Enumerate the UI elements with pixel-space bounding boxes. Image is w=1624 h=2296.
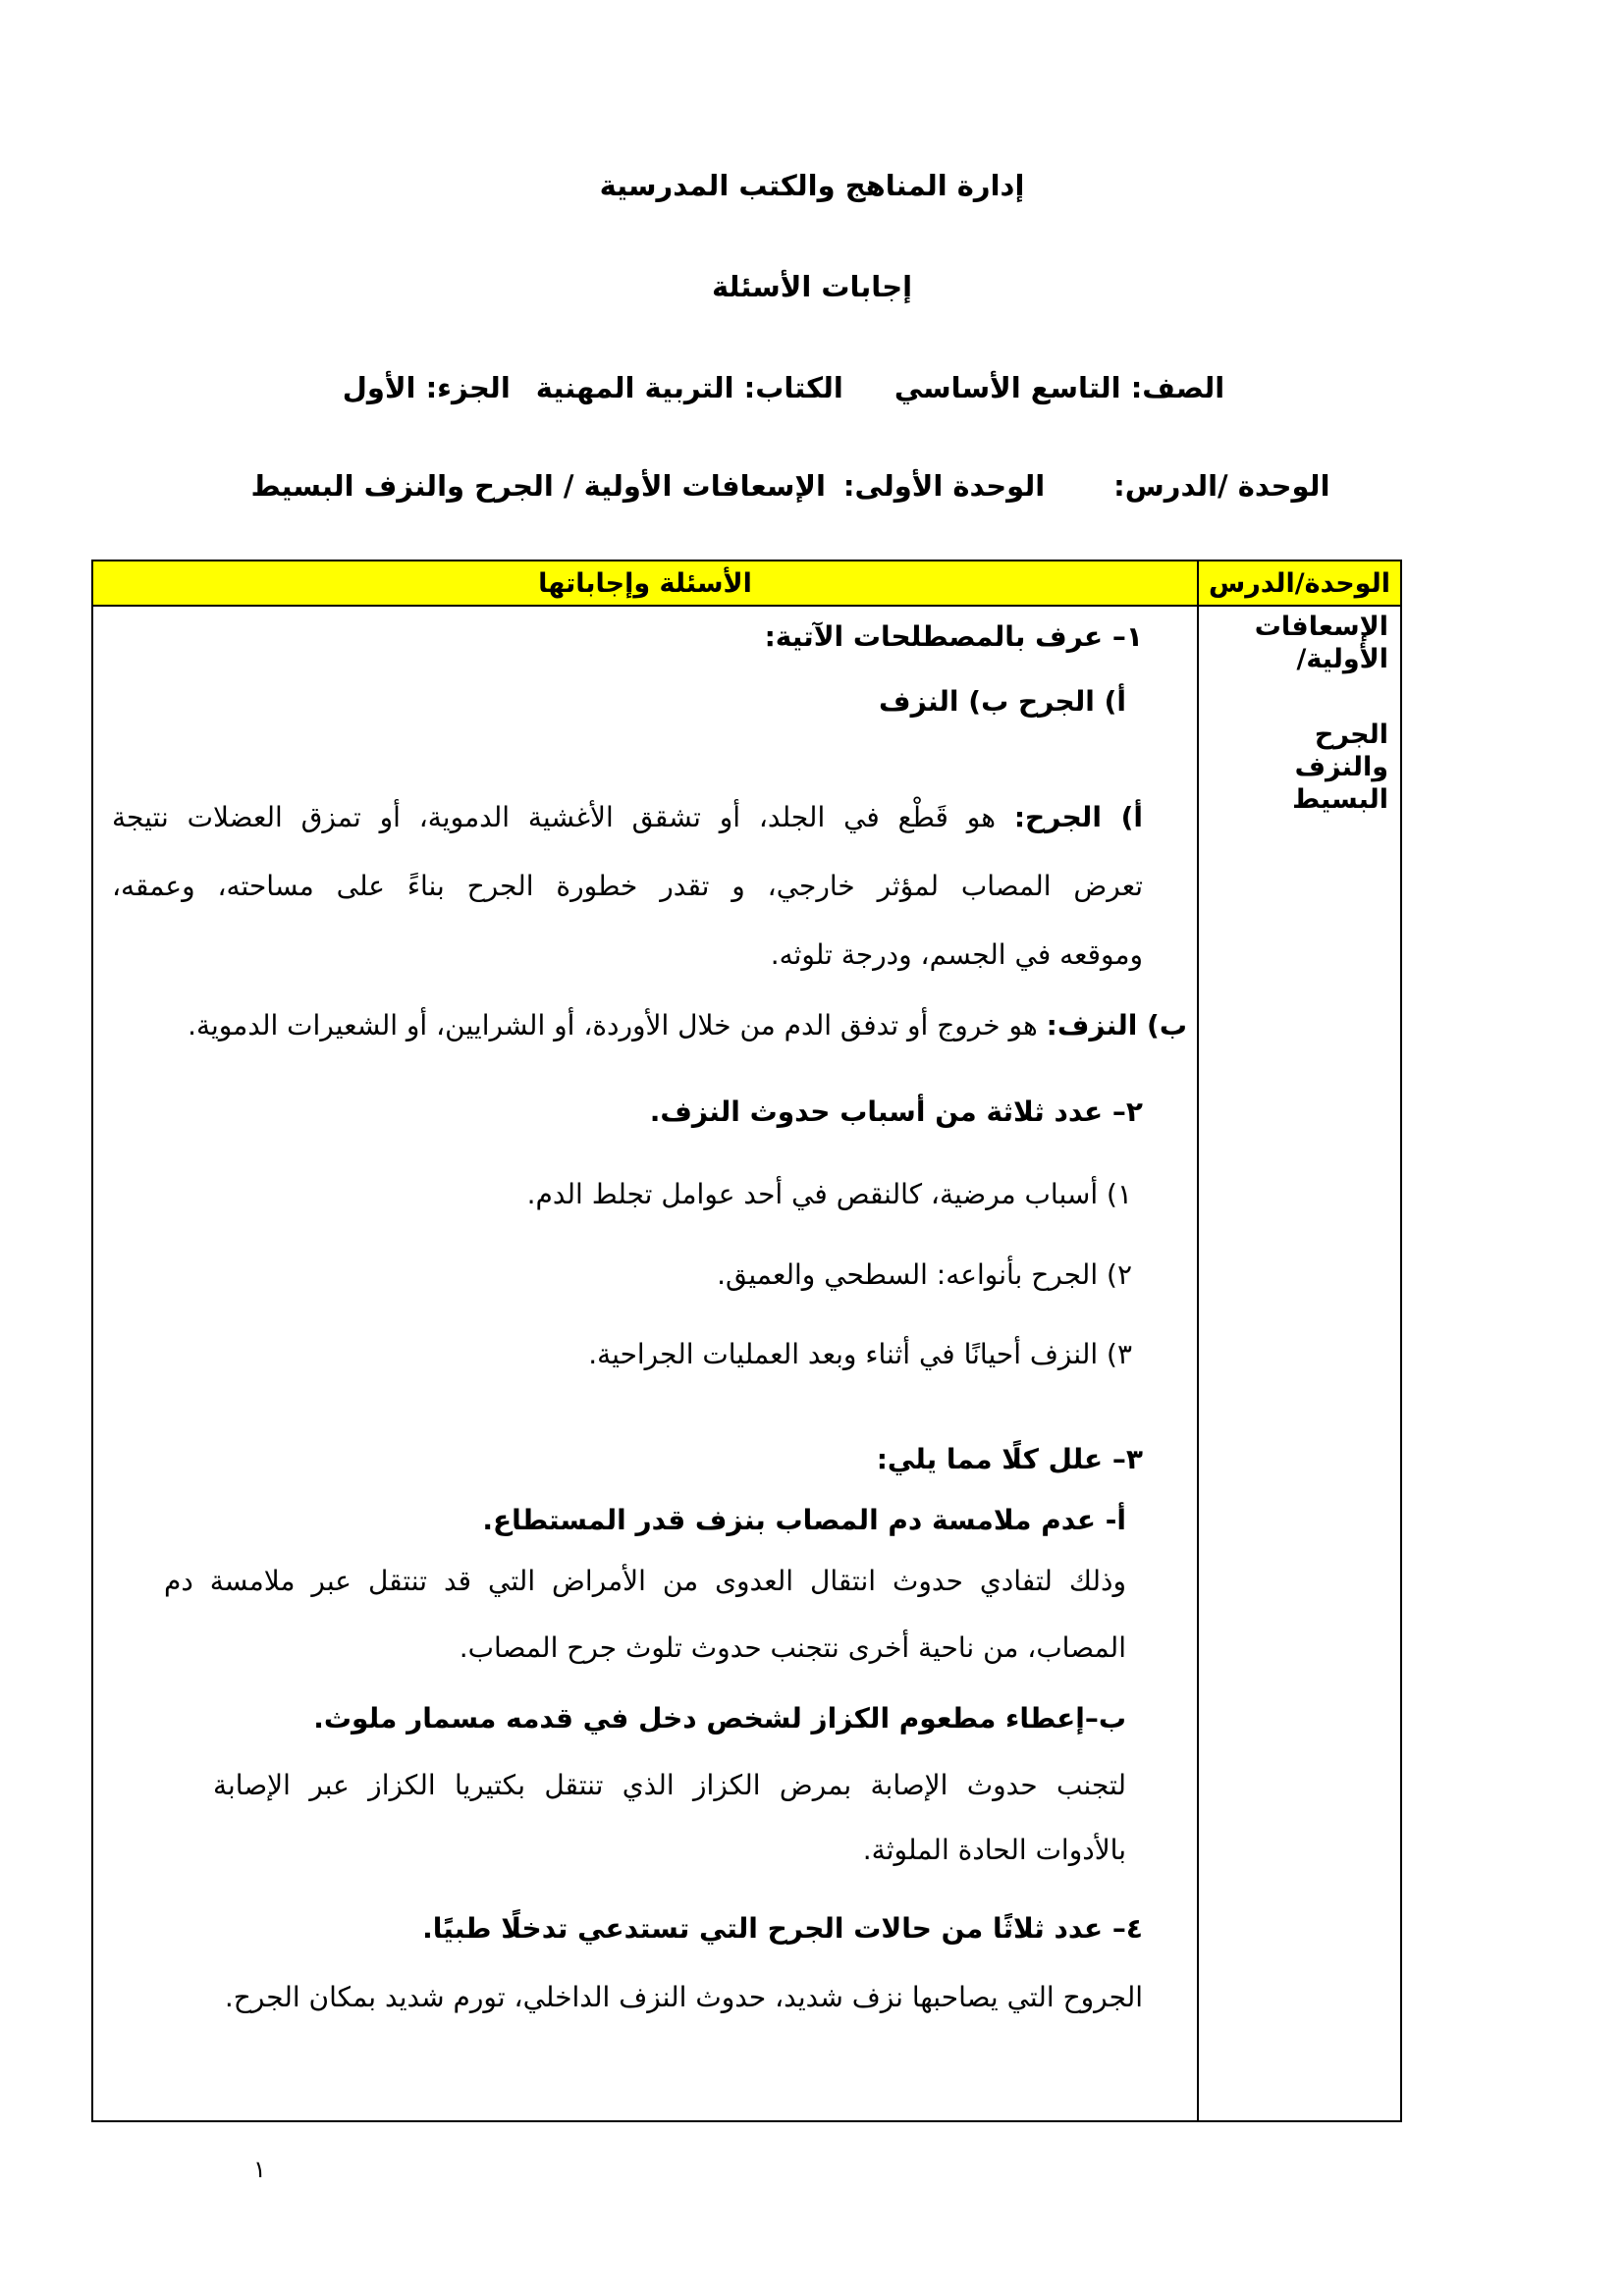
answer-1b-label: ب) النزف: [1046,1009,1187,1041]
table-header-row [92,561,1401,606]
answer-3b-line: لتجنب حدوث الإصابة بمرض الكزاز الذي تنتقل بكتيريا الكزاز عبر الإصابة [213,1769,1126,1801]
unit-lesson-label: الوحدة /الدرس: [1113,469,1330,503]
unit-cell-line: الأولية/ [1296,644,1388,674]
list-item: ١) أسباب مرضية، كالنقص في أحد عوامل تجلط الدم. [526,1178,1132,1210]
list-item: ٣) النزف أحيانًا في أثناء وبعد العمليات الجراحية. [588,1338,1132,1370]
unit-lesson-line [0,469,1602,503]
question-1-terms: أ) الجرح ب) النزف [879,685,1126,718]
unit-name: الوحدة الأولى: [842,469,1046,503]
question-3a: أ- عدم ملامسة دم المصاب بنزف قدر المستطاع. [482,1504,1126,1536]
question-1: ١– عرف بالمصطلحات الآتية: [764,620,1143,653]
answer-4: الجروح التي يصاحبها نزف شديد، حدوث النزف الداخلي، تورم شديد بمكان الجرح. [224,1981,1143,2013]
unit-column-header: الوحدة/الدرس [1198,561,1401,606]
question-4: ٤– عدد ثلاثًا من حالات الجرح التي تستدعي تدخلًا طبيًا. [422,1912,1143,1945]
book-label: الكتاب: التربية المهنية [535,371,843,404]
answer-1a-label: أ) الجرح: [1013,801,1143,833]
question-3b: ب–إعطاء مطعوم الكزاز لشخص دخل في قدمه مسمار ملوث. [313,1702,1126,1735]
answer-3a-line: المصاب، من ناحية أخرى نتجنب حدوث تلوث جرح المصاب. [459,1631,1126,1664]
qa-cell [92,606,1198,2121]
answers-table [91,560,1402,2122]
lesson-name: الإسعافات الأولية / الجرح والنزف البسيط [250,469,826,503]
answer-1b-line: ب) النزف: هو خروج أو تدفق الدم من خلال الأوردة، أو الشرايين، أو الشعيرات الدموية. [188,1009,1187,1041]
question-3: ٣– علل كلًا مما يلي: [876,1443,1143,1475]
list-item: ٢) الجرح بأنواعه: السطحي والعميق. [717,1258,1132,1291]
part-label: الجزء: الأول [342,371,511,404]
qa-column-header: الأسئلة وإجاباتها [92,561,1198,606]
unit-cell [1198,606,1401,2121]
answer-3a-line: وذلك لتفادي حدوث انتقال العدوى من الأمراض التي قد تنتقل عبر ملامسة دم [164,1565,1126,1597]
class-book-part-line [0,371,1596,404]
answer-1a-line: أ) الجرح: هو قَطْع في الجلد، أو تشقق الأغشية الدموية، أو تمزق العضلات نتيجة [112,801,1143,833]
class-label: الصف: التاسع الأساسي [893,371,1225,404]
unit-cell-line: الجرح [1314,720,1388,750]
document-title: إجابات الأسئلة [711,270,913,303]
answer-1a-line: تعرض المصاب لمؤثر خارجي، و تقدر خطورة الجرح بناءً على مساحته، وعمقه، [112,870,1143,902]
page-number: ١ [253,2156,266,2183]
unit-cell-line: والنزف [1294,752,1388,782]
question-2: ٢– عدد ثلاثة من أسباب حدوث النزف. [649,1095,1143,1128]
unit-cell-line: الإسعافات [1254,612,1388,642]
unit-cell-line: البسيط [1292,784,1388,815]
department-title: إدارة المناهج والكتب المدرسية [599,169,1025,202]
table-body-row [92,606,1401,2121]
answer-3b-line: بالأدوات الحادة الملوثة. [862,1834,1126,1866]
answer-1a-line: وموقعه في الجسم، ودرجة تلوثه. [770,938,1143,971]
